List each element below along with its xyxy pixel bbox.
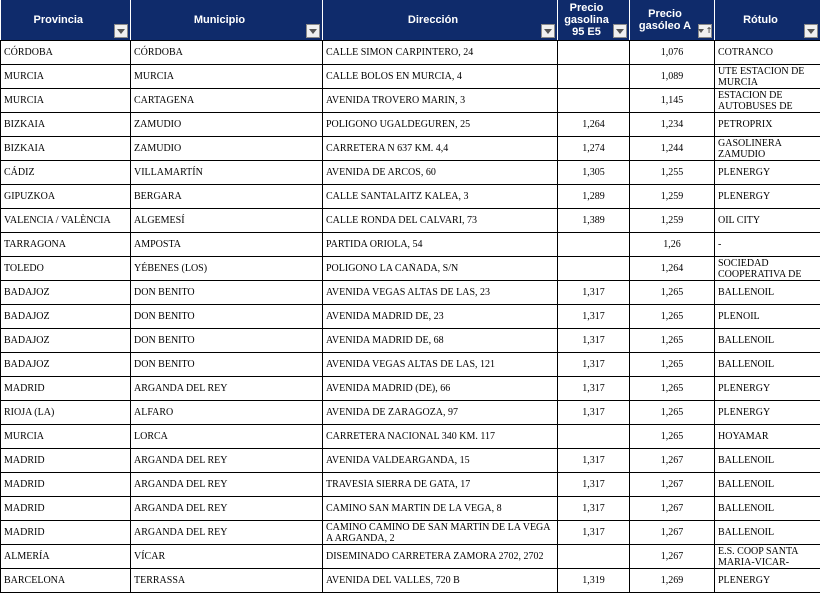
column-header-precio-gasolina-95[interactable] bbox=[558, 0, 630, 41]
cell-precio-gasoleo-a[interactable]: 1,269 bbox=[630, 569, 715, 593]
table-row bbox=[1, 185, 820, 209]
cell-rotulo[interactable] bbox=[715, 329, 820, 353]
cell-provincia[interactable]: BADAJOZ bbox=[1, 329, 131, 353]
cell-rotulo[interactable] bbox=[715, 65, 820, 89]
table-row bbox=[1, 497, 820, 521]
cell-municipio[interactable]: LORCA bbox=[131, 425, 323, 449]
cell-provincia[interactable]: MADRID bbox=[1, 449, 131, 473]
cell-rotulo[interactable] bbox=[715, 113, 820, 137]
table-row bbox=[1, 209, 820, 233]
cell-text: AVENIDA DEL VALLÈS, 720 B bbox=[326, 575, 460, 586]
cell-municipio[interactable]: ARGANDA DEL REY bbox=[131, 473, 323, 497]
chevron-down-icon bbox=[698, 29, 704, 33]
table-row bbox=[1, 281, 820, 305]
table-row bbox=[1, 425, 820, 449]
cell-precio-gasoleo-a[interactable]: 1,265 bbox=[630, 425, 715, 449]
column-header-provincia[interactable] bbox=[1, 0, 131, 41]
cell-direccion[interactable] bbox=[323, 305, 558, 329]
filter-dropdown-button[interactable] bbox=[804, 24, 818, 38]
cell-text: AVENIDA VALDEARGANDA, 15 bbox=[326, 455, 470, 466]
cell-municipio[interactable]: TERRASSA bbox=[131, 569, 323, 593]
cell-municipio[interactable]: DON BENITO bbox=[131, 329, 323, 353]
cell-text: PLENOIL bbox=[718, 311, 760, 322]
chevron-down-icon bbox=[309, 29, 317, 34]
cell-municipio[interactable]: ALGEMESÍ bbox=[131, 209, 323, 233]
cell-municipio[interactable]: VILLAMARTÍN bbox=[131, 161, 323, 185]
cell-text: CARRETERA N 637 KM. 4,4 bbox=[326, 143, 449, 154]
cell-precio-gasolina-95[interactable]: 1,305 bbox=[558, 161, 630, 185]
cell-direccion[interactable] bbox=[323, 569, 558, 593]
table-body bbox=[1, 41, 820, 593]
cell-provincia[interactable]: TOLEDO bbox=[1, 257, 131, 281]
filter-dropdown-button[interactable] bbox=[114, 24, 128, 38]
cell-provincia[interactable]: VALENCIA / VALÈNCIA bbox=[1, 209, 131, 233]
cell-provincia[interactable]: RIOJA (LA) bbox=[1, 401, 131, 425]
cell-precio-gasoleo-a[interactable]: 1,259 bbox=[630, 185, 715, 209]
filter-dropdown-button[interactable] bbox=[613, 24, 627, 38]
cell-provincia[interactable]: MADRID bbox=[1, 377, 131, 401]
table-row bbox=[1, 401, 820, 425]
cell-precio-gasolina-95[interactable] bbox=[558, 257, 630, 281]
cell-text: TRAVESÍA SIERRA DE GATA, 17 bbox=[326, 479, 471, 490]
cell-direccion[interactable] bbox=[323, 185, 558, 209]
cell-text: AVENIDA MADRID DE, 68 bbox=[326, 335, 444, 346]
cell-text: GASOLINERA ZAMUDIO bbox=[718, 137, 782, 160]
cell-text: POLIGONO UGALDEGUREN, 25 bbox=[326, 119, 471, 130]
cell-precio-gasoleo-a[interactable]: 1,267 bbox=[630, 473, 715, 497]
table-row bbox=[1, 137, 820, 161]
cell-rotulo[interactable] bbox=[715, 137, 820, 161]
cell-rotulo[interactable] bbox=[715, 425, 820, 449]
cell-rotulo[interactable] bbox=[715, 233, 820, 257]
cell-text: PETROPRIX bbox=[718, 119, 773, 130]
cell-precio-gasoleo-a[interactable]: 1,265 bbox=[630, 329, 715, 353]
column-header-label: Dirección bbox=[407, 14, 459, 26]
cell-provincia[interactable]: MADRID bbox=[1, 521, 131, 545]
cell-provincia[interactable]: CÁDIZ bbox=[1, 161, 131, 185]
cell-rotulo[interactable] bbox=[715, 377, 820, 401]
cell-text: CALLE SIMÓN CARPINTERO, 24 bbox=[326, 47, 474, 58]
cell-text: UTE ESTACION DE MURCIA bbox=[718, 65, 805, 88]
cell-text: AVENIDA VEGAS ALTAS DE LAS, 23 bbox=[326, 287, 491, 298]
filter-dropdown-button[interactable] bbox=[541, 24, 555, 38]
cell-precio-gasoleo-a[interactable]: 1,145 bbox=[630, 89, 715, 113]
cell-direccion[interactable] bbox=[323, 497, 558, 521]
cell-precio-gasoleo-a[interactable]: 1,244 bbox=[630, 137, 715, 161]
cell-precio-gasolina-95[interactable]: 1,317 bbox=[558, 497, 630, 521]
cell-municipio[interactable]: ARGANDA DEL REY bbox=[131, 449, 323, 473]
chevron-down-icon bbox=[544, 29, 552, 34]
cell-provincia[interactable]: BIZKAIA bbox=[1, 113, 131, 137]
cell-precio-gasoleo-a[interactable]: 1,267 bbox=[630, 521, 715, 545]
cell-precio-gasolina-95[interactable]: 1,289 bbox=[558, 185, 630, 209]
cell-provincia[interactable]: CÓRDOBA bbox=[1, 41, 131, 65]
cell-municipio[interactable]: DON BENITO bbox=[131, 305, 323, 329]
cell-precio-gasolina-95[interactable]: 1,317 bbox=[558, 305, 630, 329]
cell-text: PLENERGY bbox=[718, 383, 771, 394]
cell-text: CALLE RONDA DEL CALVARI, 73 bbox=[326, 215, 478, 226]
cell-provincia[interactable]: GIPUZKOA bbox=[1, 185, 131, 209]
cell-precio-gasoleo-a[interactable]: 1,259 bbox=[630, 209, 715, 233]
cell-municipio[interactable]: ARGANDA DEL REY bbox=[131, 377, 323, 401]
cell-precio-gasolina-95[interactable] bbox=[558, 65, 630, 89]
table-row bbox=[1, 329, 820, 353]
cell-rotulo[interactable] bbox=[715, 401, 820, 425]
cell-precio-gasolina-95[interactable]: 1,274 bbox=[558, 137, 630, 161]
cell-precio-gasolina-95[interactable]: 1,319 bbox=[558, 569, 630, 593]
cell-municipio[interactable]: VÍCAR bbox=[131, 545, 323, 569]
cell-rotulo[interactable] bbox=[715, 305, 820, 329]
cell-precio-gasolina-95[interactable]: 1,317 bbox=[558, 353, 630, 377]
cell-text: OIL CITY bbox=[718, 215, 761, 226]
cell-text: BALLENOIL bbox=[718, 287, 775, 298]
cell-rotulo[interactable] bbox=[715, 473, 820, 497]
cell-provincia[interactable]: BADAJOZ bbox=[1, 353, 131, 377]
cell-text: SOCIEDAD COOPERATIVA DE bbox=[718, 257, 802, 280]
cell-direccion[interactable] bbox=[323, 329, 558, 353]
cell-direccion[interactable] bbox=[323, 353, 558, 377]
cell-text: AVENIDA TROVERO MARIN, 3 bbox=[326, 95, 466, 106]
cell-municipio[interactable]: ARGANDA DEL REY bbox=[131, 521, 323, 545]
cell-municipio[interactable]: DON BENITO bbox=[131, 353, 323, 377]
cell-municipio[interactable]: ARGANDA DEL REY bbox=[131, 497, 323, 521]
cell-precio-gasolina-95[interactable] bbox=[558, 41, 630, 65]
cell-municipio[interactable]: MURCIA bbox=[131, 65, 323, 89]
cell-provincia[interactable]: BADAJOZ bbox=[1, 305, 131, 329]
table-row bbox=[1, 545, 820, 569]
table-row bbox=[1, 305, 820, 329]
cell-direccion[interactable] bbox=[323, 521, 558, 545]
cell-provincia[interactable]: BIZKAIA bbox=[1, 137, 131, 161]
cell-direccion[interactable] bbox=[323, 113, 558, 137]
cell-text: CAMINO SAN MARTIN DE LA VEGA, 8 bbox=[326, 503, 502, 514]
cell-text: PLENERGY bbox=[718, 575, 771, 586]
cell-precio-gasolina-95[interactable]: 1,317 bbox=[558, 401, 630, 425]
table-row bbox=[1, 161, 820, 185]
filter-dropdown-button[interactable] bbox=[306, 24, 320, 38]
chevron-down-icon bbox=[117, 29, 125, 34]
cell-direccion[interactable] bbox=[323, 377, 558, 401]
cell-provincia[interactable]: MURCIA bbox=[1, 425, 131, 449]
cell-precio-gasolina-95[interactable] bbox=[558, 545, 630, 569]
cell-text: PLENERGY bbox=[718, 191, 771, 202]
table-row bbox=[1, 257, 820, 281]
cell-provincia[interactable]: TARRAGONA bbox=[1, 233, 131, 257]
cell-text: PARTIDA ORIOLA, 54 bbox=[326, 239, 423, 250]
cell-direccion[interactable] bbox=[323, 257, 558, 281]
chevron-down-icon bbox=[807, 29, 815, 34]
cell-text: PLENERGY bbox=[718, 167, 771, 178]
cell-municipio[interactable]: ZAMUDIO bbox=[131, 137, 323, 161]
table-header bbox=[1, 0, 820, 41]
cell-precio-gasolina-95[interactable]: 1,317 bbox=[558, 377, 630, 401]
cell-text: BALLENOIL bbox=[718, 527, 775, 538]
column-header-direccion[interactable] bbox=[323, 0, 558, 41]
table-row bbox=[1, 113, 820, 137]
cell-rotulo[interactable] bbox=[715, 281, 820, 305]
cell-rotulo[interactable] bbox=[715, 161, 820, 185]
cell-rotulo[interactable] bbox=[715, 209, 820, 233]
column-header-label: Precio gasóleo A bbox=[638, 8, 692, 32]
column-header-municipio[interactable] bbox=[131, 0, 323, 41]
cell-rotulo[interactable] bbox=[715, 545, 820, 569]
cell-municipio[interactable]: BERGARA bbox=[131, 185, 323, 209]
cell-text: CAMINO CAMINO DE SAN MARTÍN DE LA VEGA A ARGANDA, 2 bbox=[326, 521, 550, 544]
cell-direccion[interactable] bbox=[323, 449, 558, 473]
sort-filter-button[interactable] bbox=[698, 24, 712, 38]
table-row bbox=[1, 521, 820, 545]
cell-direccion[interactable] bbox=[323, 89, 558, 113]
cell-text: ESTACION DE AUTOBUSES DE bbox=[718, 89, 793, 112]
cell-precio-gasolina-95[interactable] bbox=[558, 89, 630, 113]
table-row bbox=[1, 65, 820, 89]
cell-municipio[interactable]: AMPOSTA bbox=[131, 233, 323, 257]
cell-text: COTRANCO bbox=[718, 47, 774, 58]
cell-direccion[interactable] bbox=[323, 425, 558, 449]
cell-text: AVENIDA MADRID (DE), 66 bbox=[326, 383, 451, 394]
cell-text: BALLENOIL bbox=[718, 335, 775, 346]
cell-provincia[interactable]: MADRID bbox=[1, 473, 131, 497]
cell-text: CALLE SANTALAITZ KALEA, 3 bbox=[326, 191, 469, 202]
cell-direccion[interactable] bbox=[323, 41, 558, 65]
cell-text: POLIGONO LA CAÑADA, S/N bbox=[326, 263, 459, 274]
cell-precio-gasolina-95[interactable]: 1,317 bbox=[558, 521, 630, 545]
cell-precio-gasoleo-a[interactable]: 1,265 bbox=[630, 281, 715, 305]
cell-provincia[interactable]: MADRID bbox=[1, 497, 131, 521]
cell-precio-gasoleo-a[interactable]: 1,267 bbox=[630, 545, 715, 569]
cell-text: CARRETERA NACIONAL 340 KM. 117 bbox=[326, 431, 495, 442]
table-row bbox=[1, 473, 820, 497]
cell-rotulo[interactable] bbox=[715, 497, 820, 521]
column-header-label: Provincia bbox=[33, 14, 84, 26]
cell-direccion[interactable] bbox=[323, 545, 558, 569]
cell-precio-gasolina-95[interactable]: 1,389 bbox=[558, 209, 630, 233]
header-row bbox=[1, 0, 820, 41]
cell-rotulo[interactable] bbox=[715, 569, 820, 593]
cell-precio-gasolina-95[interactable]: 1,317 bbox=[558, 449, 630, 473]
cell-provincia[interactable]: BARCELONA bbox=[1, 569, 131, 593]
cell-direccion[interactable] bbox=[323, 209, 558, 233]
cell-precio-gasoleo-a[interactable]: 1,265 bbox=[630, 353, 715, 377]
cell-direccion[interactable] bbox=[323, 473, 558, 497]
cell-precio-gasoleo-a[interactable]: 1,255 bbox=[630, 161, 715, 185]
cell-rotulo[interactable] bbox=[715, 521, 820, 545]
cell-precio-gasoleo-a[interactable]: 1,089 bbox=[630, 65, 715, 89]
cell-text: BALLENOIL bbox=[718, 503, 775, 514]
cell-precio-gasoleo-a[interactable]: 1,265 bbox=[630, 401, 715, 425]
cell-direccion[interactable] bbox=[323, 401, 558, 425]
cell-text: - bbox=[718, 239, 722, 250]
cell-text: DISEMINADO CARRETERA ZAMORA 2702, 2702 bbox=[326, 551, 544, 562]
cell-precio-gasolina-95[interactable]: 1,317 bbox=[558, 329, 630, 353]
cell-precio-gasolina-95[interactable]: 1,317 bbox=[558, 281, 630, 305]
cell-municipio[interactable]: ALFARO bbox=[131, 401, 323, 425]
cell-rotulo[interactable] bbox=[715, 353, 820, 377]
cell-text: AVENIDA MADRID DE, 23 bbox=[326, 311, 444, 322]
cell-direccion[interactable] bbox=[323, 281, 558, 305]
cell-rotulo[interactable] bbox=[715, 449, 820, 473]
cell-municipio[interactable]: YÉBENES (LOS) bbox=[131, 257, 323, 281]
cell-text: BALLENOIL bbox=[718, 359, 775, 370]
cell-provincia[interactable]: MURCIA bbox=[1, 89, 131, 113]
table-row bbox=[1, 569, 820, 593]
cell-text: PLENERGY bbox=[718, 407, 771, 418]
cell-precio-gasolina-95[interactable]: 1,264 bbox=[558, 113, 630, 137]
cell-text: CALLE BOLOS EN MURCIA, 4 bbox=[326, 71, 462, 82]
cell-text: BALLENOIL bbox=[718, 479, 775, 490]
cell-text: AVENIDA DE ZARAGOZA, 97 bbox=[326, 407, 459, 418]
table-row bbox=[1, 449, 820, 473]
cell-provincia[interactable]: ALMERÍA bbox=[1, 545, 131, 569]
cell-precio-gasoleo-a[interactable]: 1,265 bbox=[630, 305, 715, 329]
cell-municipio[interactable]: CARTAGENA bbox=[131, 89, 323, 113]
cell-provincia[interactable]: MURCIA bbox=[1, 65, 131, 89]
chevron-down-icon bbox=[616, 29, 624, 34]
column-header-rotulo[interactable] bbox=[715, 0, 820, 41]
cell-precio-gasolina-95[interactable]: 1,317 bbox=[558, 473, 630, 497]
cell-direccion[interactable] bbox=[323, 233, 558, 257]
cell-rotulo[interactable] bbox=[715, 185, 820, 209]
cell-municipio[interactable]: ZAMUDIO bbox=[131, 113, 323, 137]
cell-text: BALLENOIL bbox=[718, 455, 775, 466]
cell-direccion[interactable] bbox=[323, 65, 558, 89]
cell-municipio[interactable]: CÓRDOBA bbox=[131, 41, 323, 65]
cell-text: E.S. COOP SANTA MARIA-VICAR- bbox=[718, 545, 798, 568]
cell-rotulo[interactable] bbox=[715, 89, 820, 113]
cell-precio-gasoleo-a[interactable]: 1,076 bbox=[630, 41, 715, 65]
cell-text: HOYAMAR bbox=[718, 431, 769, 442]
cell-precio-gasoleo-a[interactable]: 1,265 bbox=[630, 377, 715, 401]
cell-municipio[interactable]: DON BENITO bbox=[131, 281, 323, 305]
column-header-label: Rótulo bbox=[743, 14, 778, 26]
cell-direccion[interactable] bbox=[323, 161, 558, 185]
sort-ascending-icon: ↑ bbox=[705, 26, 713, 35]
cell-text: AVENIDA VEGAS ALTAS DE LAS, 121 bbox=[326, 359, 496, 370]
cell-rotulo[interactable] bbox=[715, 257, 820, 281]
cell-text: AVENIDA DE ARCOS, 60 bbox=[326, 167, 436, 178]
cell-precio-gasoleo-a[interactable]: 1,267 bbox=[630, 497, 715, 521]
cell-precio-gasoleo-a[interactable]: 1,267 bbox=[630, 449, 715, 473]
cell-precio-gasolina-95[interactable] bbox=[558, 425, 630, 449]
column-header-label: Municipio bbox=[193, 14, 246, 26]
cell-provincia[interactable]: BADAJOZ bbox=[1, 281, 131, 305]
table-row bbox=[1, 233, 820, 257]
table-row bbox=[1, 89, 820, 113]
cell-rotulo[interactable] bbox=[715, 41, 820, 65]
cell-precio-gasoleo-a[interactable]: 1,264 bbox=[630, 257, 715, 281]
cell-precio-gasolina-95[interactable] bbox=[558, 233, 630, 257]
table-row bbox=[1, 377, 820, 401]
cell-direccion[interactable] bbox=[323, 137, 558, 161]
table-row bbox=[1, 353, 820, 377]
column-header-label: Precio gasolina 95 E5 bbox=[564, 2, 609, 38]
cell-precio-gasoleo-a[interactable]: 1,26 bbox=[630, 233, 715, 257]
table-row bbox=[1, 41, 820, 65]
cell-precio-gasoleo-a[interactable]: 1,234 bbox=[630, 113, 715, 137]
column-header-precio-gasoleo-a[interactable] bbox=[630, 0, 715, 41]
